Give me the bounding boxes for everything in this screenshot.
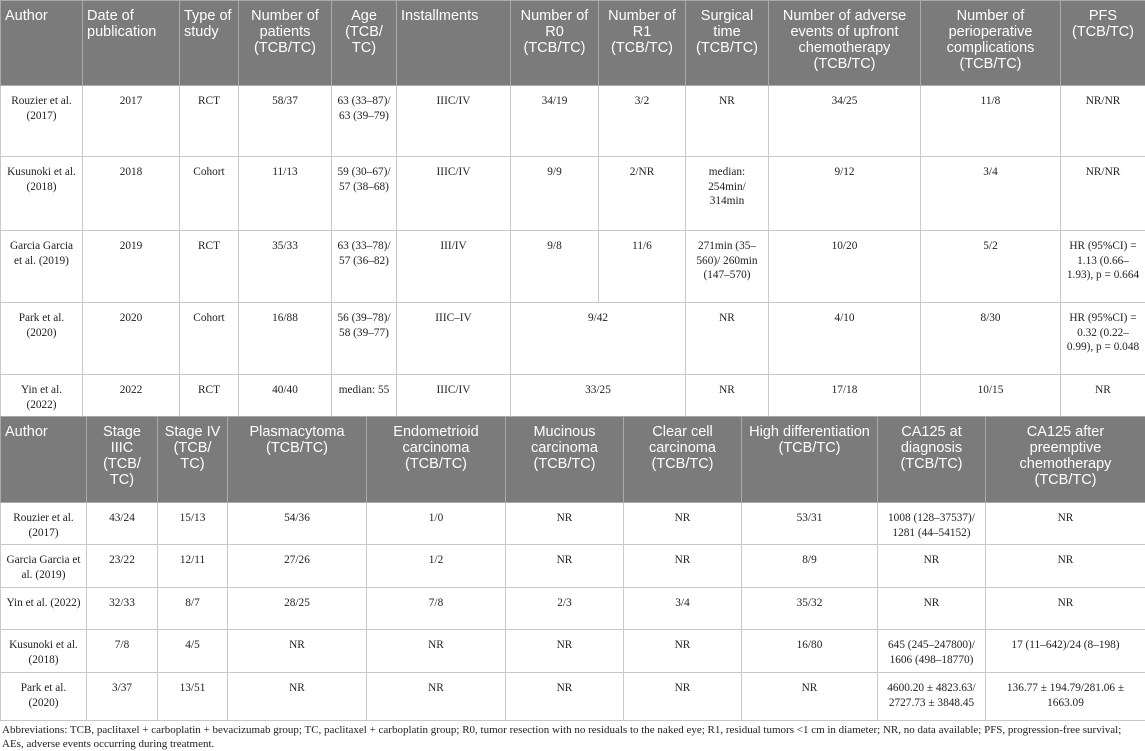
table-row [1,503,1145,545]
cell-clear-cell: NR [624,503,742,545]
table-row [1,231,1145,303]
column-header-surgical-time: Surgical time (TCB/TC) [686,1,769,86]
cell-mucinous: NR [506,545,624,588]
cell-installments: IIIC/IV [397,375,511,417]
cell-plasmacytoma: 54/36 [228,503,367,545]
column-header-author: Author [1,1,83,86]
cell-adverse-events: 10/20 [769,231,921,303]
column-header-stage-iiic: Stage IIIC (TCB/ TC) [87,417,158,503]
column-header-complications: Number of perioperative complications (TCB/TC) [921,1,1061,86]
cell-age: 63 (33–87)/ 63 (39–79) [332,86,397,157]
cell-author: Park et al. (2020) [1,673,87,721]
column-header-ca125-after: CA125 after preemptive chemotherapy (TCB/TC) [986,417,1145,503]
table-row [1,588,1145,630]
column-header-patients: Number of patients (TCB/TC) [239,1,332,86]
cell-patients: 58/37 [239,86,332,157]
column-header-high-differentiation: High differentiation (TCB/TC) [742,417,878,503]
cell-pfs: NR/NR [1061,86,1145,157]
cell-pfs: HR (95%CI) = 0.32 (0.22–0.99), p = 0.048 [1061,303,1145,375]
cell-clear-cell: 3/4 [624,588,742,630]
column-header-type: Type of study [180,1,239,86]
cell-surgical-time: NR [686,303,769,375]
cell-type: Cohort [180,303,239,375]
cell-high-differentiation: 16/80 [742,630,878,673]
cell-installments: III/IV [397,231,511,303]
column-header-clear-cell: Clear cell carcinoma (TCB/TC) [624,417,742,503]
column-header-installments: Installments [397,1,511,86]
cell-surgical-time: NR [686,86,769,157]
column-header-date: Date of publication [83,1,180,86]
cell-patients: 11/13 [239,157,332,231]
cell-type: RCT [180,231,239,303]
table-header-row [1,417,1145,503]
column-header-mucinous: Mucinous carcinoma (TCB/TC) [506,417,624,503]
column-header-endometrioid: Endometrioid carcinoma (TCB/TC) [367,417,506,503]
cell-complications: 5/2 [921,231,1061,303]
cell-r0: 34/19 [511,86,599,157]
cell-r0-r1-combined: 9/42 [511,303,686,375]
cell-stage-iv: 12/11 [158,545,228,588]
cell-installments: IIIC/IV [397,86,511,157]
cell-stage-iiic: 7/8 [87,630,158,673]
cell-surgical-time: 271min (35–560)/ 260min (147–570) [686,231,769,303]
cell-mucinous: NR [506,673,624,721]
cell-surgical-time: median: 254min/ 314min [686,157,769,231]
cell-endometrioid: NR [367,630,506,673]
column-header-stage-iv: Stage IV (TCB/ TC) [158,417,228,503]
cell-ca125-after: NR [986,588,1145,630]
cell-endometrioid: NR [367,673,506,721]
cell-ca125-after: 17 (11–642)/24 (8–198) [986,630,1145,673]
cell-clear-cell: NR [624,545,742,588]
cell-type: RCT [180,86,239,157]
table-row [1,375,1145,417]
cell-date: 2022 [83,375,180,417]
cell-author: Garcia Garcia et al. (2019) [1,231,83,303]
column-header-r0: Number of R0 (TCB/TC) [511,1,599,86]
cell-ca125-diagnosis: NR [878,588,986,630]
cell-r0: 9/8 [511,231,599,303]
cell-high-differentiation: 53/31 [742,503,878,545]
cell-complications: 3/4 [921,157,1061,231]
cell-clear-cell: NR [624,630,742,673]
cell-age: 56 (39–78)/ 58 (39–77) [332,303,397,375]
cell-pfs: NR/NR [1061,157,1145,231]
cell-pfs: HR (95%CI) = 1.13 (0.66–1.93), p = 0.664 [1061,231,1145,303]
cell-type: Cohort [180,157,239,231]
cell-stage-iv: 13/51 [158,673,228,721]
cell-adverse-events: 4/10 [769,303,921,375]
column-header-author: Author [1,417,87,503]
cell-stage-iiic: 43/24 [87,503,158,545]
cell-endometrioid: 7/8 [367,588,506,630]
cell-r1: 3/2 [599,86,686,157]
column-header-ca125-diagnosis: CA125 at diagnosis (TCB/TC) [878,417,986,503]
cell-patients: 16/88 [239,303,332,375]
comparison-table-characteristics [0,416,1145,721]
table-row [1,545,1145,588]
cell-mucinous: NR [506,503,624,545]
cell-ca125-after: NR [986,545,1145,588]
cell-r1: 2/NR [599,157,686,231]
cell-complications: 8/30 [921,303,1061,375]
cell-author: Park et al. (2020) [1,303,83,375]
cell-date: 2017 [83,86,180,157]
cell-stage-iiic: 3/37 [87,673,158,721]
cell-author: Yin et al. (2022) [1,375,83,417]
cell-clear-cell: NR [624,673,742,721]
cell-adverse-events: 34/25 [769,86,921,157]
cell-date: 2020 [83,303,180,375]
cell-complications: 10/15 [921,375,1061,417]
cell-author: Garcia Garcia et al. (2019) [1,545,87,588]
column-header-plasmacytoma: Plasmacytoma (TCB/TC) [228,417,367,503]
cell-author: Rouzier et al. (2017) [1,503,87,545]
cell-complications: 11/8 [921,86,1061,157]
cell-patients: 35/33 [239,231,332,303]
cell-author: Yin et al. (2022) [1,588,87,630]
cell-date: 2018 [83,157,180,231]
cell-stage-iv: 4/5 [158,630,228,673]
cell-stage-iiic: 32/33 [87,588,158,630]
table-row [1,157,1145,231]
table-row [1,86,1145,157]
column-header-pfs: PFS (TCB/TC) [1061,1,1145,86]
cell-ca125-diagnosis: NR [878,545,986,588]
cell-surgical-time: NR [686,375,769,417]
cell-author: Kusunoki et al. (2018) [1,157,83,231]
table-footnote: Abbreviations: TCB, paclitaxel + carboplatin + bevacizumab group; TC, paclitaxel + carboplatin group; R0, tumor resection with no residuals to the naked eye; R1, residual tumors <1 cm in diameter; NR, no data available; PFS, progression-free survival; AEs, adverse events occurring during treatment. [2,724,1122,750]
cell-date: 2019 [83,231,180,303]
cell-high-differentiation: 8/9 [742,545,878,588]
cell-age: median: 55 [332,375,397,417]
cell-plasmacytoma: NR [228,673,367,721]
cell-mucinous: 2/3 [506,588,624,630]
cell-mucinous: NR [506,630,624,673]
cell-ca125-diagnosis: 4600.20 ± 4823.63/ 2727.73 ± 3848.45 [878,673,986,721]
cell-endometrioid: 1/2 [367,545,506,588]
table-row [1,673,1145,721]
cell-adverse-events: 9/12 [769,157,921,231]
cell-r1: 11/6 [599,231,686,303]
cell-endometrioid: 1/0 [367,503,506,545]
table-row [1,303,1145,375]
cell-installments: IIIC–IV [397,303,511,375]
cell-stage-iv: 15/13 [158,503,228,545]
cell-adverse-events: 17/18 [769,375,921,417]
table-header-row [1,1,1145,86]
column-header-r1: Number of R1 (TCB/TC) [599,1,686,86]
cell-age: 63 (33–78)/ 57 (36–82) [332,231,397,303]
cell-stage-iv: 8/7 [158,588,228,630]
table-row [1,630,1145,673]
cell-high-differentiation: 35/32 [742,588,878,630]
cell-pfs: NR [1061,375,1145,417]
cell-r0-r1-combined: 33/25 [511,375,686,417]
cell-r0: 9/9 [511,157,599,231]
cell-author: Rouzier et al. (2017) [1,86,83,157]
column-header-adverse-events: Number of adverse events of upfront chemotherapy (TCB/TC) [769,1,921,86]
column-header-age: Age (TCB/ TC) [332,1,397,86]
cell-high-differentiation: NR [742,673,878,721]
cell-plasmacytoma: 27/26 [228,545,367,588]
cell-author: Kusunoki et al. (2018) [1,630,87,673]
cell-installments: IIIC/IV [397,157,511,231]
cell-age: 59 (30–67)/ 57 (38–68) [332,157,397,231]
cell-ca125-after: NR [986,503,1145,545]
cell-patients: 40/40 [239,375,332,417]
cell-type: RCT [180,375,239,417]
cell-stage-iiic: 23/22 [87,545,158,588]
cell-plasmacytoma: 28/25 [228,588,367,630]
cell-ca125-after: 136.77 ± 194.79/281.06 ± 1663.09 [986,673,1145,721]
cell-plasmacytoma: NR [228,630,367,673]
cell-ca125-diagnosis: 1008 (128–37537)/ 1281 (44–54152) [878,503,986,545]
cell-ca125-diagnosis: 645 (245–247800)/ 1606 (498–18770) [878,630,986,673]
